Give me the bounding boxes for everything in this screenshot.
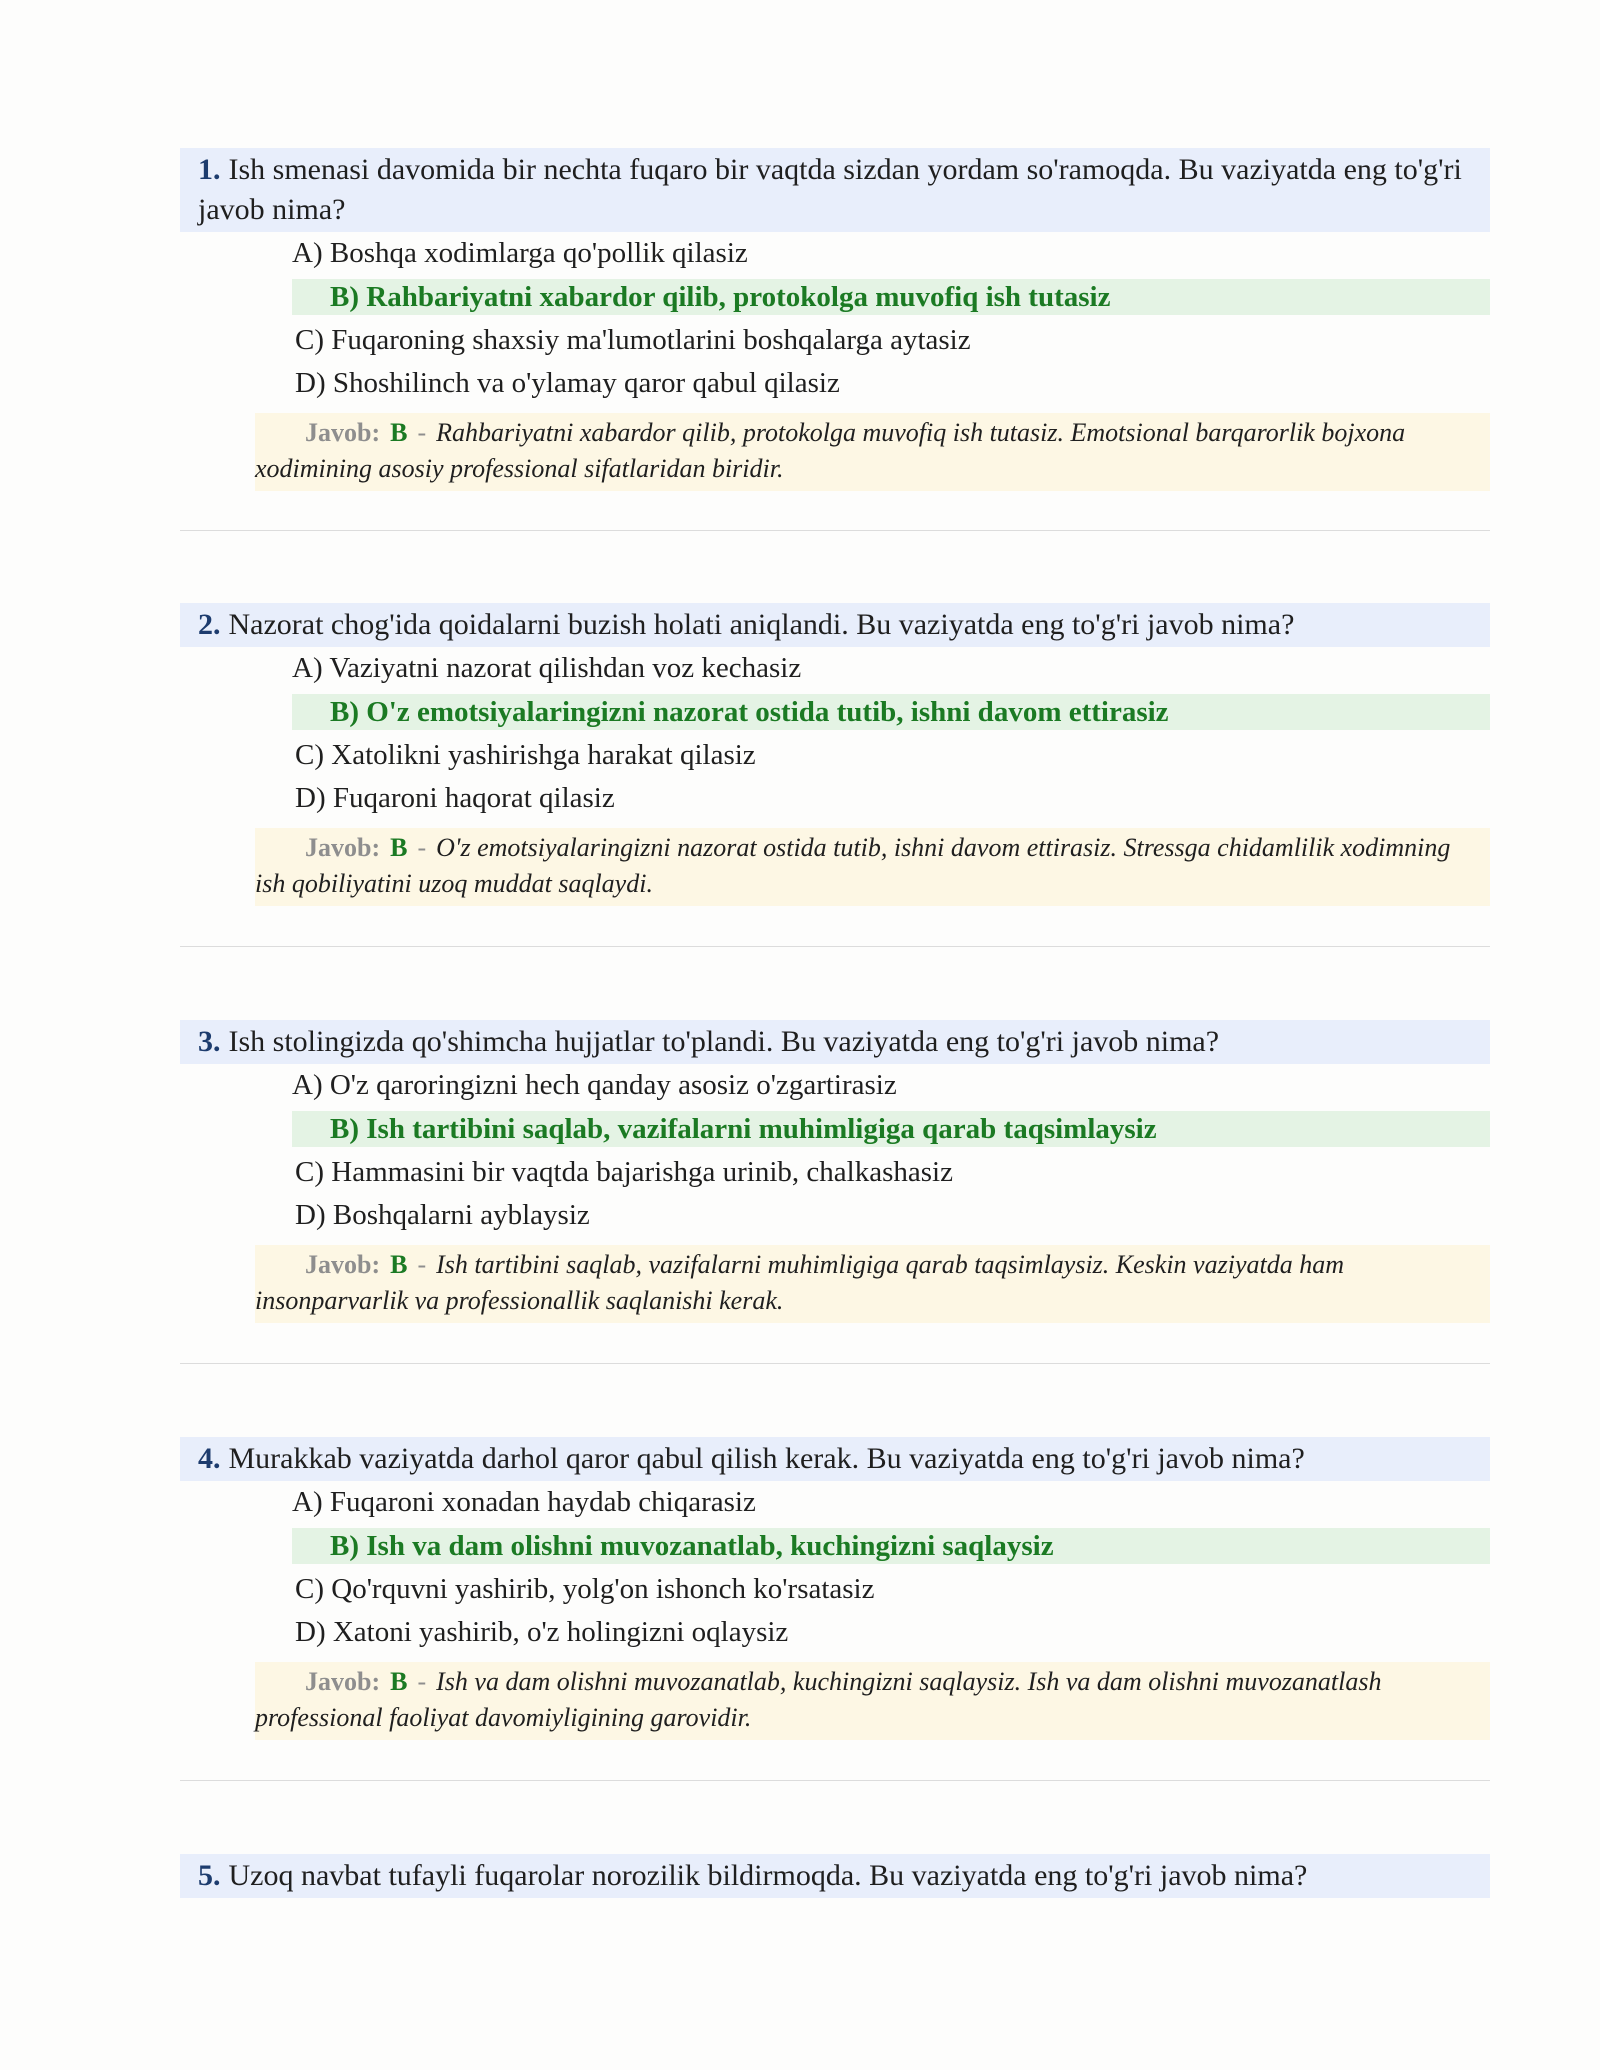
question-block <box>180 603 1490 906</box>
option-a: A) Fuqaroni xonadan haydab chiqarasiz <box>292 1486 756 1518</box>
answer-explanation: O'z emotsiyalaringizni nazorat ostida tutib, ishni davom ettirasiz. Stressga chidamlilik xodimning ish qobiliyatini uzoq muddat saqlaydi. <box>255 833 1451 898</box>
answer-explanation: Ish va dam olishni muvozanatlab, kuchingizni saqlaysiz. Ish va dam olishni muvozanatlash professional faoliyat davomiyligining garovidir. <box>255 1667 1382 1732</box>
question-block <box>180 148 1490 491</box>
option-c: C) Fuqaroning shaxsiy ma'lumotlarini boshqalarga aytasiz <box>295 324 971 356</box>
question-body: Nazorat chog'ida qoidalarni buzish holati aniqlandi. Bu vaziyatda eng to'g'ri javob nima? <box>228 608 1295 641</box>
question-body: Ish stolingizda qo'shimcha hujjatlar to'plandi. Bu vaziyatda eng to'g'ri javob nima? <box>228 1025 1220 1058</box>
option-c: C) Qo'rquvni yashirib, yolg'on ishonch ko'rsatasiz <box>295 1573 875 1605</box>
answer-label: Javob: <box>305 1250 381 1279</box>
question-body: Ish smenasi davomida bir nechta fuqaro bir vaqtda sizdan yordam so'ramoqda. Bu vaziyatda eng to'g'ri javob nima? <box>198 153 1462 226</box>
answer-explanation: Rahbariyatni xabardor qilib, protokolga muvofiq ish tutasiz. Emotsional barqarorlik bojxona xodimining asosiy professional sifatlaridan biridir. <box>255 418 1406 483</box>
question-body: Uzoq navbat tufayli fuqarolar norozilik bildirmoqda. Bu vaziyatda eng to'g'ri javob nima? <box>228 1859 1308 1892</box>
answer-dash: - <box>417 1667 427 1696</box>
divider <box>180 1780 1490 1781</box>
option-c: C) Xatolikni yashirishga harakat qilasiz <box>295 739 756 771</box>
option-b-correct: B) O'z emotsiyalaringizni nazorat ostida tutib, ishni davom ettirasiz <box>292 694 1490 730</box>
option-b-correct: B) Rahbariyatni xabardor qilib, protokolga muvofiq ish tutasiz <box>292 279 1490 315</box>
option-b-correct: B) Ish va dam olishni muvozanatlab, kuchingizni saqlaysiz <box>292 1528 1490 1564</box>
option-d: D) Shoshilinch va o'ylamay qaror qabul qilasiz <box>295 367 840 399</box>
answer-label: Javob: <box>305 833 381 862</box>
answer-box <box>255 1662 1490 1740</box>
answer-dash: - <box>417 1250 427 1279</box>
question-number: 1. <box>198 153 221 186</box>
answer-box <box>255 828 1490 906</box>
option-c: C) Hammasini bir vaqtda bajarishga urinib, chalkashasiz <box>295 1156 953 1188</box>
divider <box>180 946 1490 947</box>
question-text <box>180 1854 1490 1898</box>
question-number: 2. <box>198 608 221 641</box>
option-a: A) Vaziyatni nazorat qilishdan voz kechasiz <box>292 652 802 684</box>
answer-label: Javob: <box>305 418 381 447</box>
option-a: A) Boshqa xodimlarga qo'pollik qilasiz <box>292 237 748 269</box>
answer-label: Javob: <box>305 1667 381 1696</box>
answer-letter: B <box>390 833 408 862</box>
question-text <box>180 603 1490 647</box>
answer-letter: B <box>390 1250 408 1279</box>
answer-letter: B <box>390 1667 408 1696</box>
question-text <box>180 148 1490 232</box>
option-d: D) Fuqaroni haqorat qilasiz <box>295 782 615 814</box>
question-text <box>180 1437 1490 1481</box>
question-number: 5. <box>198 1859 221 1892</box>
question-number: 4. <box>198 1442 221 1475</box>
question-block <box>180 1437 1490 1740</box>
answer-dash: - <box>417 833 427 862</box>
answer-box <box>255 1245 1490 1323</box>
divider <box>180 530 1490 531</box>
answer-letter: B <box>390 418 408 447</box>
question-block <box>180 1020 1490 1323</box>
question-block <box>180 1854 1490 1898</box>
option-a: A) O'z qaroringizni hech qanday asosiz o'zgartirasiz <box>292 1069 897 1101</box>
option-b-correct: B) Ish tartibini saqlab, vazifalarni muhimligiga qarab taqsimlaysiz <box>292 1111 1490 1147</box>
answer-explanation: Ish tartibini saqlab, vazifalarni muhimligiga qarab taqsimlaysiz. Keskin vaziyatda ham insonparvarlik va professionallik saqlanishi kerak. <box>255 1250 1344 1315</box>
divider <box>180 1363 1490 1364</box>
answer-dash: - <box>417 418 427 447</box>
option-d: D) Xatoni yashirib, o'z holingizni oqlaysiz <box>295 1616 789 1648</box>
answer-box <box>255 413 1490 491</box>
question-body: Murakkab vaziyatda darhol qaror qabul qilish kerak. Bu vaziyatda eng to'g'ri javob nima? <box>228 1442 1305 1475</box>
question-text <box>180 1020 1490 1064</box>
question-number: 3. <box>198 1025 221 1058</box>
option-d: D) Boshqalarni ayblaysiz <box>295 1199 590 1231</box>
